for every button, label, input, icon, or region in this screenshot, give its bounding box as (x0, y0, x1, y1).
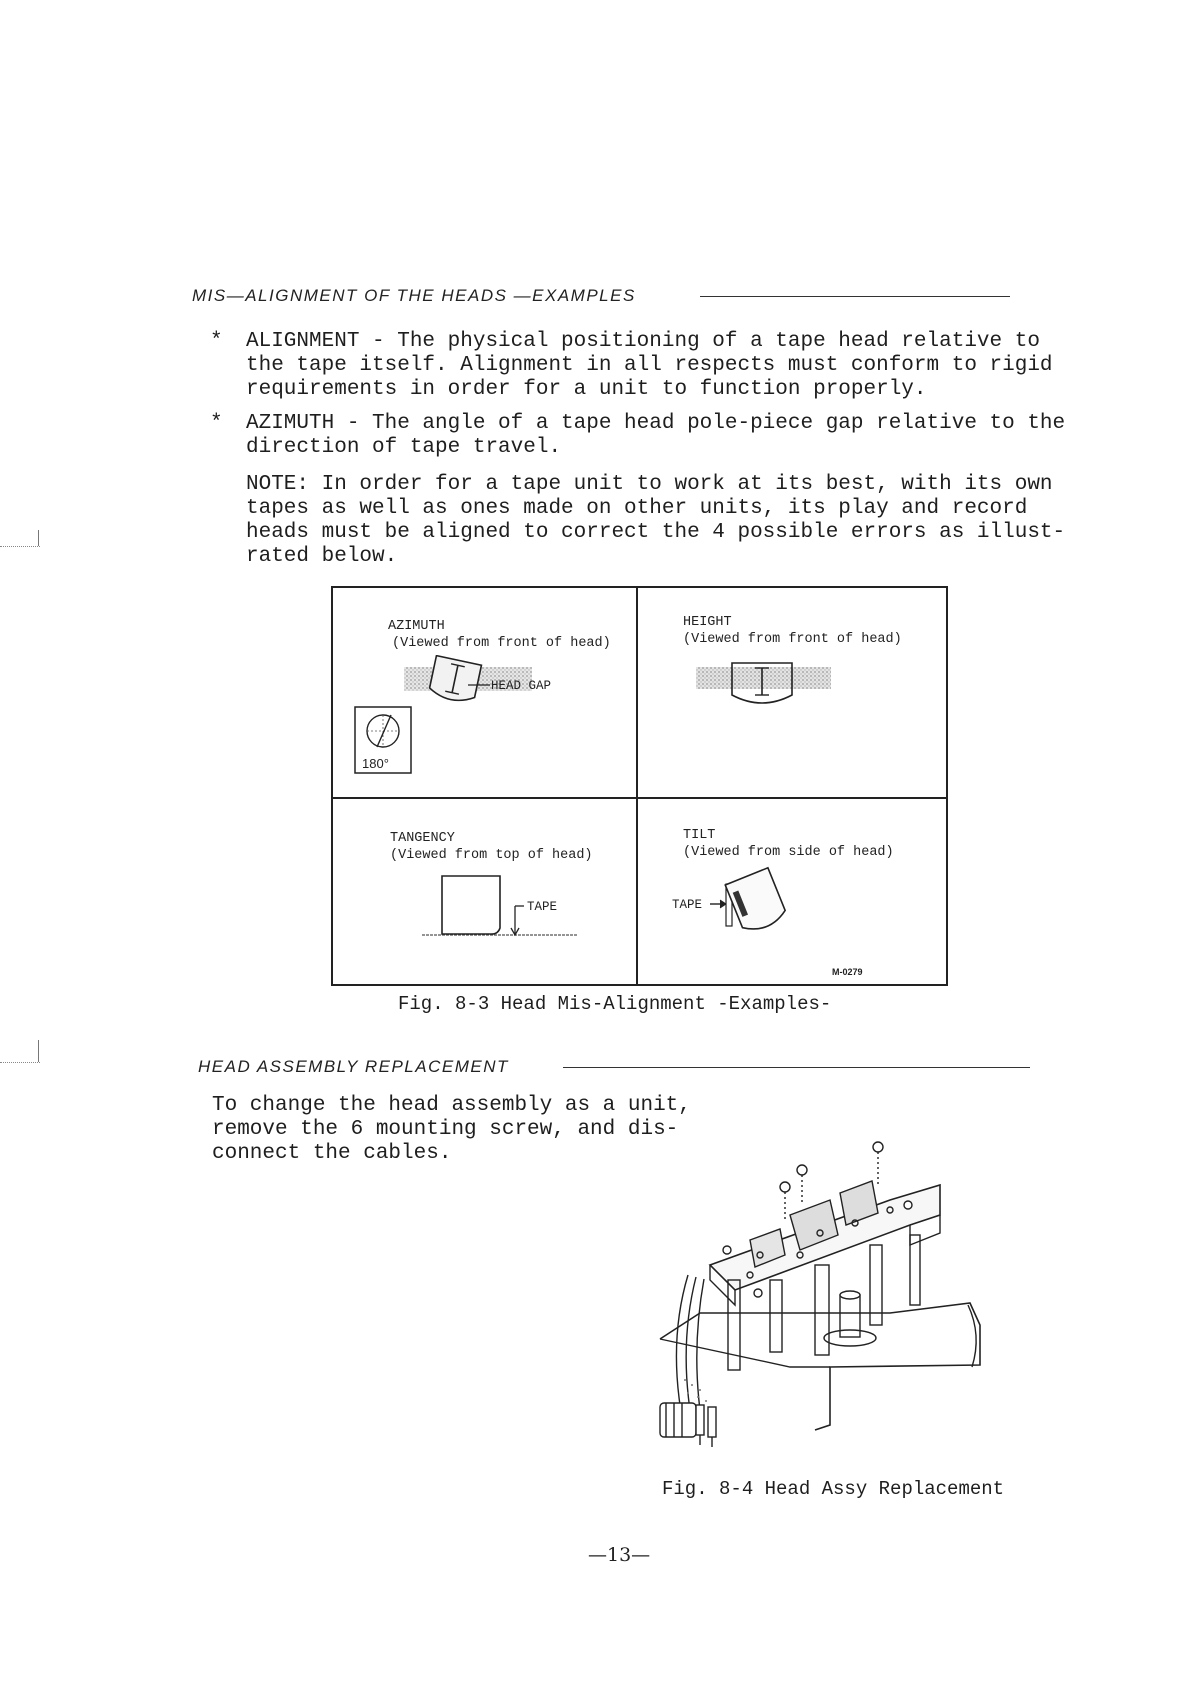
text-line: ALIGNMENT - The physical positioning of a tape head relative to (246, 330, 1040, 353)
page-number: —13— (588, 1544, 651, 1566)
text-line: To change the head assembly as a unit, (212, 1094, 691, 1117)
binding-mark (38, 530, 39, 546)
head-gap-label: HEAD GAP (491, 679, 552, 693)
bullet-marker: * (210, 412, 223, 435)
text-line: the tape itself. Alignment in all respects must conform to rigid (246, 354, 1053, 377)
definition-alignment (246, 330, 1053, 402)
figure-divider-vertical (636, 587, 638, 985)
text-line: requirements in order for a unit to function properly. (246, 378, 927, 401)
section-heading-misalignment: MIS—ALIGNMENT OF THE HEADS —EXAMPLES (192, 286, 636, 305)
azimuth-illustration (350, 655, 610, 775)
figure-code: M-0279 (832, 967, 863, 977)
tape-label: TAPE (527, 900, 558, 914)
text-line: heads must be aligned to correct the 4 possible errors as illust- (246, 521, 1066, 544)
tape-strip (696, 667, 831, 689)
panel-tangency-subtitle: (Viewed from top of head) (390, 848, 593, 863)
binding-mark (38, 1040, 39, 1062)
text-line: direction of tape travel. (246, 436, 562, 459)
panel-tilt-subtitle: (Viewed from side of head) (683, 845, 894, 860)
tangency-illustration (420, 870, 590, 940)
binding-mark (0, 1062, 40, 1063)
panel-height-title: HEIGHT (683, 615, 732, 630)
head-icon (442, 876, 500, 934)
note-paragraph (246, 473, 1065, 569)
heading-rule (700, 296, 1010, 297)
text-line: rated below. (246, 545, 398, 568)
bullet-marker: * (210, 330, 223, 353)
binding-mark (0, 546, 40, 547)
text-line: remove the 6 mounting screw, and dis- (212, 1118, 679, 1141)
tilted-head-icon (428, 656, 481, 705)
text-line: AZIMUTH - The angle of a tape head pole-piece gap relative to the (246, 412, 1066, 435)
text-line: NOTE: In order for a tape unit to work at its best, with its own (246, 473, 1053, 496)
panel-azimuth-subtitle: (Viewed from front of head) (392, 636, 611, 651)
panel-height-subtitle: (Viewed from front of head) (683, 632, 902, 647)
panel-tangency-title: TANGENCY (390, 831, 455, 846)
figure-8-3-caption: Fig. 8-3 Head Mis-Alignment -Examples- (398, 993, 832, 1015)
section-heading-head-assembly: HEAD ASSEMBLY REPLACEMENT (198, 1057, 509, 1076)
head-assembly-paragraph (212, 1094, 691, 1166)
text-line: connect the cables. (212, 1142, 452, 1165)
heading-rule (563, 1067, 1030, 1068)
dial-label: 180° (362, 756, 389, 771)
tilt-illustration (668, 862, 818, 942)
tilted-head-icon (725, 868, 788, 935)
definition-azimuth (246, 412, 1065, 460)
head-assembly-illustration (640, 1105, 985, 1450)
height-illustration (690, 655, 840, 715)
panel-azimuth-title: AZIMUTH (388, 619, 445, 634)
tape-label: TAPE (672, 898, 703, 912)
figure-8-4-caption: Fig. 8-4 Head Assy Replacement (662, 1478, 1005, 1500)
figure-divider-horizontal (332, 797, 947, 799)
text-line: tapes as well as ones made on other units, its play and record (246, 497, 1028, 520)
panel-tilt-title: TILT (683, 828, 716, 843)
